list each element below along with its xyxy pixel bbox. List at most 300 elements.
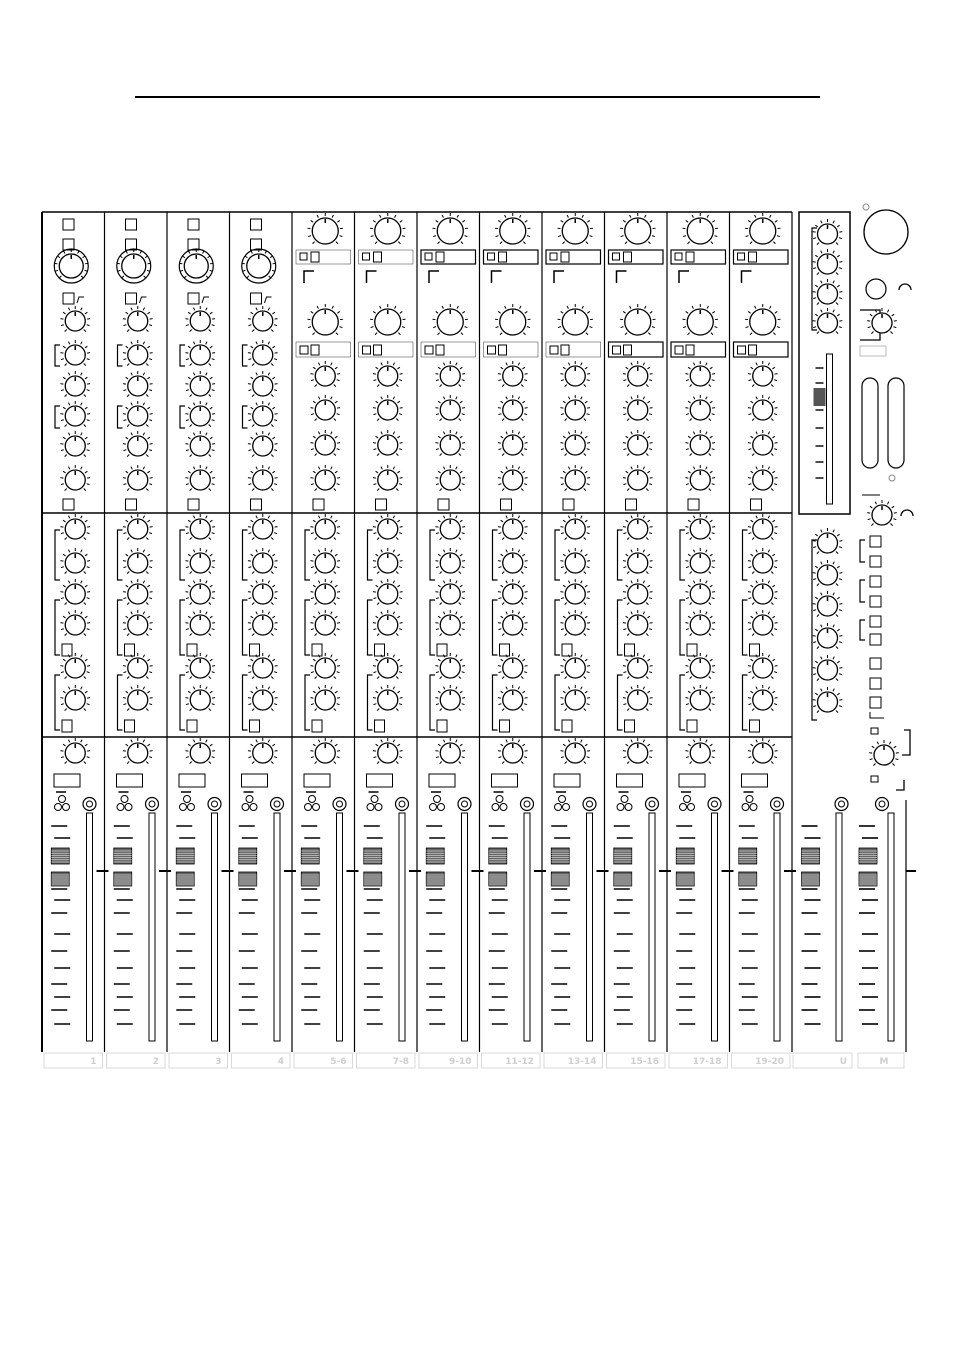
trim-knob[interactable]	[123, 306, 153, 332]
eq-bypass-button[interactable]	[438, 499, 449, 510]
fx-pre-post-button[interactable]	[312, 720, 322, 732]
pre-post-button[interactable]	[62, 644, 72, 656]
pad-button[interactable]	[126, 219, 137, 230]
link-button[interactable]	[425, 346, 433, 354]
eq-high-knob[interactable]	[60, 340, 90, 366]
stereo-button[interactable]	[624, 345, 632, 355]
pan-knob[interactable]	[748, 738, 778, 764]
aux4-knob[interactable]	[623, 610, 653, 636]
source-button[interactable]	[870, 634, 881, 645]
eq-high-knob[interactable]	[748, 361, 778, 387]
solo-button-icon[interactable]	[492, 796, 507, 811]
fx-pre-post-button[interactable]	[562, 720, 572, 732]
solo-button-icon[interactable]	[680, 796, 695, 811]
mute-button[interactable]	[617, 774, 643, 787]
channel-fader[interactable]	[51, 813, 92, 1041]
source-button[interactable]	[870, 536, 881, 547]
mode-button[interactable]	[686, 252, 694, 262]
gain-knob-b[interactable]	[745, 304, 781, 335]
fx-pre-post-button[interactable]	[250, 720, 260, 732]
gain-knob-b[interactable]	[682, 304, 718, 335]
fx2-knob[interactable]	[435, 685, 465, 711]
eq-lowcut-knob[interactable]	[123, 465, 153, 491]
fx1-knob[interactable]	[60, 653, 90, 679]
channel-fader[interactable]	[426, 813, 467, 1041]
eq-high-knob[interactable]	[373, 361, 403, 387]
pre-post-button[interactable]	[187, 644, 197, 656]
mute-button[interactable]	[242, 774, 268, 787]
eq-bypass-button[interactable]	[251, 499, 262, 510]
eq-lowcut-knob[interactable]	[185, 465, 215, 491]
solo-button-icon[interactable]	[305, 796, 320, 811]
eq-mid-freq-knob[interactable]	[685, 430, 715, 456]
fx1-knob[interactable]	[185, 653, 215, 679]
link-button[interactable]	[738, 346, 746, 354]
trim-knob[interactable]	[185, 306, 215, 332]
aux3-knob[interactable]	[185, 579, 215, 605]
talkback-button[interactable]	[860, 346, 886, 356]
aux3-knob[interactable]	[60, 579, 90, 605]
aux4-knob[interactable]	[560, 610, 590, 636]
link-button[interactable]	[488, 346, 496, 354]
aux4-knob[interactable]	[248, 610, 278, 636]
eq-mid-freq-knob[interactable]	[498, 430, 528, 456]
channel-fader[interactable]	[551, 813, 592, 1041]
gain-knob-a[interactable]	[682, 213, 718, 244]
fx2-knob[interactable]	[310, 685, 340, 711]
mode-button[interactable]	[561, 252, 569, 262]
utility-strip	[793, 212, 852, 1068]
gain-knob-a[interactable]	[745, 213, 781, 244]
eq-mid-freq-knob[interactable]	[248, 401, 278, 427]
source-button[interactable]	[870, 556, 881, 567]
pan-knob[interactable]	[623, 738, 653, 764]
fx2-knob[interactable]	[560, 685, 590, 711]
aux4-knob[interactable]	[60, 610, 90, 636]
eq-mid-freq-knob[interactable]	[623, 430, 653, 456]
aux2-knob[interactable]	[498, 548, 528, 574]
assign-button[interactable]	[870, 678, 881, 689]
eq-mid-freq-knob[interactable]	[373, 430, 403, 456]
fx1-knob[interactable]	[560, 653, 590, 679]
peak-led-icon	[146, 798, 159, 811]
stereo-button[interactable]	[686, 345, 694, 355]
fx1-knob[interactable]	[310, 653, 340, 679]
fx2-knob[interactable]	[623, 685, 653, 711]
aux3-knob[interactable]	[685, 579, 715, 605]
aux4-knob[interactable]	[435, 610, 465, 636]
solo-button-icon[interactable]	[555, 796, 570, 811]
phantom-button[interactable]	[251, 239, 262, 250]
fx-pre-post-button[interactable]	[375, 720, 385, 732]
gain-knob-b[interactable]	[307, 304, 343, 335]
mute-button[interactable]	[304, 774, 330, 787]
section-bracket	[680, 675, 685, 730]
aux2-knob[interactable]	[623, 548, 653, 574]
gain-knob-a[interactable]	[620, 213, 656, 244]
fx2-knob[interactable]	[373, 685, 403, 711]
mute-button[interactable]	[117, 774, 143, 787]
eq-bypass-button[interactable]	[751, 499, 762, 510]
eq-mid-freq-knob[interactable]	[310, 430, 340, 456]
master-aux-knob-2[interactable]	[813, 560, 843, 586]
gain-knob-b[interactable]	[557, 304, 593, 335]
fx2-knob[interactable]	[248, 685, 278, 711]
eq-mid-freq-knob[interactable]	[748, 430, 778, 456]
eq-low-knob[interactable]	[373, 465, 403, 491]
eq-mid-knob[interactable]	[623, 395, 653, 421]
fx2-knob[interactable]	[685, 685, 715, 711]
aux1-knob[interactable]	[185, 514, 215, 540]
solo-button-icon[interactable]	[117, 796, 132, 811]
aux2-knob[interactable]	[123, 548, 153, 574]
phantom-button[interactable]	[188, 239, 199, 250]
link-button[interactable]	[300, 346, 308, 354]
aux4-knob[interactable]	[123, 610, 153, 636]
channel-fader[interactable]	[364, 813, 405, 1041]
aux2-knob[interactable]	[748, 548, 778, 574]
mode-button[interactable]	[436, 252, 444, 262]
aux3-knob[interactable]	[498, 579, 528, 605]
pan-knob[interactable]	[685, 738, 715, 764]
pan-knob[interactable]	[248, 738, 278, 764]
source-button[interactable]	[870, 596, 881, 607]
channel-fader[interactable]	[489, 813, 530, 1041]
fx2-knob[interactable]	[748, 685, 778, 711]
stereo-button[interactable]	[749, 345, 757, 355]
mute-button[interactable]	[54, 774, 80, 787]
eq-high-knob[interactable]	[123, 340, 153, 366]
eq-mid-knob[interactable]	[685, 395, 715, 421]
aux1-knob[interactable]	[748, 514, 778, 540]
gain-knob-a[interactable]	[432, 213, 468, 244]
aux2-knob[interactable]	[248, 548, 278, 574]
eq-low-knob[interactable]	[123, 431, 153, 457]
phantom-button[interactable]	[126, 239, 137, 250]
fx1-knob[interactable]	[123, 653, 153, 679]
aux4-knob[interactable]	[748, 610, 778, 636]
gain-knob-a[interactable]	[495, 213, 531, 244]
phones-level-knob[interactable]	[867, 308, 897, 334]
gain-knob-b[interactable]	[432, 304, 468, 335]
solo-button-icon[interactable]	[430, 796, 445, 811]
mode-button[interactable]	[374, 252, 382, 262]
aux2-knob[interactable]	[685, 548, 715, 574]
mode-button[interactable]	[624, 252, 632, 262]
channel-fader[interactable]	[676, 813, 717, 1041]
trim-knob[interactable]	[60, 306, 90, 332]
aux1-knob[interactable]	[60, 514, 90, 540]
fx-pre-post-button[interactable]	[125, 720, 135, 732]
pre-post-button[interactable]	[750, 644, 760, 656]
eq-high-knob[interactable]	[185, 340, 215, 366]
aux2-knob[interactable]	[435, 548, 465, 574]
aux4-knob[interactable]	[310, 610, 340, 636]
aux3-knob[interactable]	[748, 579, 778, 605]
return-fader-cap[interactable]	[814, 388, 826, 406]
eq-mid-knob[interactable]	[498, 395, 528, 421]
aux4-knob[interactable]	[685, 610, 715, 636]
assign-button[interactable]	[870, 697, 881, 708]
eq-bypass-button[interactable]	[126, 499, 137, 510]
pad-button[interactable]	[251, 219, 262, 230]
eq-mid-knob[interactable]	[60, 371, 90, 397]
pad-button[interactable]	[63, 219, 74, 230]
aux1-knob[interactable]	[310, 514, 340, 540]
source-button[interactable]	[870, 576, 881, 587]
aux4-knob[interactable]	[185, 610, 215, 636]
gain-knob-b[interactable]	[495, 304, 531, 335]
pad-button[interactable]	[188, 219, 199, 230]
stereo-button[interactable]	[311, 345, 319, 355]
fx-pre-post-button[interactable]	[187, 720, 197, 732]
aux3-knob[interactable]	[310, 579, 340, 605]
fader-cap	[364, 848, 382, 864]
gain-knob-a[interactable]	[557, 213, 593, 244]
eq-lowcut-knob[interactable]	[248, 465, 278, 491]
pad-button[interactable]	[550, 253, 557, 260]
aux1-knob[interactable]	[560, 514, 590, 540]
mute-button[interactable]	[429, 774, 455, 787]
aux4-knob[interactable]	[373, 610, 403, 636]
solo-button-icon[interactable]	[742, 796, 757, 811]
solo-button-icon[interactable]	[180, 796, 195, 811]
aux2-knob[interactable]	[60, 548, 90, 574]
gain-knob-a[interactable]	[370, 213, 406, 244]
master-aux-knob-1[interactable]	[813, 528, 843, 554]
eq-low-knob[interactable]	[435, 465, 465, 491]
control-room-knob[interactable]	[867, 500, 897, 526]
fx1-knob[interactable]	[498, 653, 528, 679]
eq-low-knob[interactable]	[623, 465, 653, 491]
master-aux-knob-3[interactable]	[813, 591, 843, 617]
solo-button-icon[interactable]	[617, 796, 632, 811]
pre-post-button[interactable]	[125, 644, 135, 656]
pad-button[interactable]	[488, 253, 495, 260]
link-button[interactable]	[550, 346, 558, 354]
mute-button[interactable]	[179, 774, 205, 787]
pan-knob[interactable]	[435, 738, 465, 764]
stereo-button[interactable]	[374, 345, 382, 355]
eq-mid-freq-knob[interactable]	[560, 430, 590, 456]
mode-button[interactable]	[749, 252, 757, 262]
aux1-knob[interactable]	[623, 514, 653, 540]
eq-bypass-button[interactable]	[313, 499, 324, 510]
eq-high-knob[interactable]	[560, 361, 590, 387]
fx1-knob[interactable]	[623, 653, 653, 679]
eq-mid-knob[interactable]	[185, 371, 215, 397]
aux4-knob[interactable]	[498, 610, 528, 636]
pre-post-button[interactable]	[562, 644, 572, 656]
fx1-knob[interactable]	[748, 653, 778, 679]
mute-button[interactable]	[492, 774, 518, 787]
pad-button[interactable]	[425, 253, 432, 260]
eq-bypass-button[interactable]	[626, 499, 637, 510]
fx2-knob[interactable]	[123, 685, 153, 711]
fx-pre-post-button[interactable]	[62, 720, 72, 732]
pad-button[interactable]	[675, 253, 682, 260]
assign-button[interactable]	[870, 658, 881, 669]
channel-strip	[230, 212, 297, 1068]
source-button[interactable]	[870, 616, 881, 627]
aux3-knob[interactable]	[373, 579, 403, 605]
eq-mid-knob[interactable]	[748, 395, 778, 421]
master-aux-knob-5[interactable]	[813, 655, 843, 681]
channel-fader[interactable]	[114, 813, 155, 1041]
fx1-knob[interactable]	[373, 653, 403, 679]
eq-mid-knob[interactable]	[373, 395, 403, 421]
eq-high-knob[interactable]	[435, 361, 465, 387]
aux2-knob[interactable]	[373, 548, 403, 574]
eq-low-knob[interactable]	[685, 465, 715, 491]
pad-button[interactable]	[738, 253, 745, 260]
eq-low-knob[interactable]	[185, 431, 215, 457]
eq-high-knob[interactable]	[498, 361, 528, 387]
eq-bypass-button[interactable]	[188, 499, 199, 510]
low-cut-button[interactable]	[251, 293, 262, 304]
channel-fader[interactable]	[614, 813, 655, 1041]
aux2-knob[interactable]	[560, 548, 590, 574]
channel-fader[interactable]	[239, 813, 280, 1041]
eq-high-knob[interactable]	[248, 340, 278, 366]
pre-post-button[interactable]	[375, 644, 385, 656]
utility-fader[interactable]	[802, 813, 843, 1041]
stereo-button[interactable]	[561, 345, 569, 355]
eq-mid-freq-knob[interactable]	[123, 401, 153, 427]
eq-low-knob[interactable]	[60, 431, 90, 457]
eq-mid-knob[interactable]	[435, 395, 465, 421]
pan-knob[interactable]	[373, 738, 403, 764]
aux3-knob[interactable]	[435, 579, 465, 605]
mute-button[interactable]	[742, 774, 768, 787]
fx-pre-post-button[interactable]	[625, 720, 635, 732]
pad-button[interactable]	[613, 253, 620, 260]
fx2-knob[interactable]	[498, 685, 528, 711]
aux1-knob[interactable]	[498, 514, 528, 540]
fx1-knob[interactable]	[435, 653, 465, 679]
eq-mid-freq-knob[interactable]	[435, 430, 465, 456]
mode-button[interactable]	[499, 252, 507, 262]
low-cut-button[interactable]	[63, 293, 74, 304]
low-cut-button[interactable]	[188, 293, 199, 304]
aux3-knob[interactable]	[248, 579, 278, 605]
pan-knob[interactable]	[60, 738, 90, 764]
eq-bypass-button[interactable]	[688, 499, 699, 510]
mute-button[interactable]	[367, 774, 393, 787]
eq-bypass-button[interactable]	[63, 499, 74, 510]
master-aux-knob-4[interactable]	[813, 623, 843, 649]
pan-knob[interactable]	[498, 738, 528, 764]
aux2-knob[interactable]	[310, 548, 340, 574]
eq-mid-knob[interactable]	[123, 371, 153, 397]
link-button[interactable]	[613, 346, 621, 354]
pan-knob[interactable]	[310, 738, 340, 764]
low-cut-button[interactable]	[126, 293, 137, 304]
pre-post-button[interactable]	[625, 644, 635, 656]
eq-high-knob[interactable]	[310, 361, 340, 387]
eq-low-knob[interactable]	[310, 465, 340, 491]
stereo-button[interactable]	[436, 345, 444, 355]
eq-bypass-button[interactable]	[501, 499, 512, 510]
eq-bypass-button[interactable]	[563, 499, 574, 510]
eq-low-knob[interactable]	[748, 465, 778, 491]
channel-fader[interactable]	[176, 813, 217, 1041]
master-fader[interactable]	[859, 813, 894, 1041]
fx2-knob[interactable]	[185, 685, 215, 711]
aux2-knob[interactable]	[185, 548, 215, 574]
pad-button[interactable]	[363, 253, 370, 260]
mute-button[interactable]	[679, 774, 705, 787]
mute-button[interactable]	[554, 774, 580, 787]
fx-pre-post-button[interactable]	[500, 720, 510, 732]
fx-pre-post-button[interactable]	[687, 720, 697, 732]
eq-mid-knob[interactable]	[310, 395, 340, 421]
aux1-knob[interactable]	[435, 514, 465, 540]
pan-knob[interactable]	[123, 738, 153, 764]
gain-knob-b[interactable]	[370, 304, 406, 335]
pan-knob[interactable]	[560, 738, 590, 764]
eq-bypass-button[interactable]	[376, 499, 387, 510]
fx2-knob[interactable]	[60, 685, 90, 711]
pre-post-button[interactable]	[250, 644, 260, 656]
eq-mid-knob[interactable]	[248, 371, 278, 397]
phantom-button[interactable]	[63, 239, 74, 250]
master-level-knob[interactable]	[869, 740, 899, 766]
eq-high-knob[interactable]	[623, 361, 653, 387]
channel-fader[interactable]	[301, 813, 342, 1041]
aux3-knob[interactable]	[123, 579, 153, 605]
fx1-knob[interactable]	[248, 653, 278, 679]
channel-fader[interactable]	[739, 813, 780, 1041]
pre-post-button[interactable]	[687, 644, 697, 656]
aux3-knob[interactable]	[560, 579, 590, 605]
stereo-button[interactable]	[499, 345, 507, 355]
aux1-knob[interactable]	[685, 514, 715, 540]
solo-button-icon[interactable]	[55, 796, 70, 811]
eq-low-knob[interactable]	[560, 465, 590, 491]
eq-high-knob[interactable]	[685, 361, 715, 387]
aux3-knob[interactable]	[623, 579, 653, 605]
link-button[interactable]	[675, 346, 683, 354]
pre-post-button[interactable]	[437, 644, 447, 656]
pad-button[interactable]	[300, 253, 307, 260]
pan-knob[interactable]	[185, 738, 215, 764]
eq-low-knob[interactable]	[248, 431, 278, 457]
fx-pre-post-button[interactable]	[750, 720, 760, 732]
pre-post-button[interactable]	[312, 644, 322, 656]
solo-button-icon[interactable]	[242, 796, 257, 811]
aux1-knob[interactable]	[373, 514, 403, 540]
link-button[interactable]	[363, 346, 371, 354]
pre-post-button[interactable]	[500, 644, 510, 656]
gain-knob-a[interactable]	[307, 213, 343, 244]
eq-mid-freq-knob[interactable]	[185, 401, 215, 427]
aux1-knob[interactable]	[248, 514, 278, 540]
fx-pre-post-button[interactable]	[437, 720, 447, 732]
gain-knob-b[interactable]	[620, 304, 656, 335]
aux1-knob[interactable]	[123, 514, 153, 540]
master-aux-knob-6[interactable]	[813, 687, 843, 713]
eq-low-knob[interactable]	[498, 465, 528, 491]
section-bracket	[180, 600, 185, 655]
fx1-knob[interactable]	[685, 653, 715, 679]
solo-button-icon[interactable]	[367, 796, 382, 811]
trim-knob[interactable]	[248, 306, 278, 332]
eq-mid-knob[interactable]	[560, 395, 590, 421]
eq-lowcut-knob[interactable]	[60, 465, 90, 491]
mode-button[interactable]	[311, 252, 319, 262]
eq-mid-freq-knob[interactable]	[60, 401, 90, 427]
